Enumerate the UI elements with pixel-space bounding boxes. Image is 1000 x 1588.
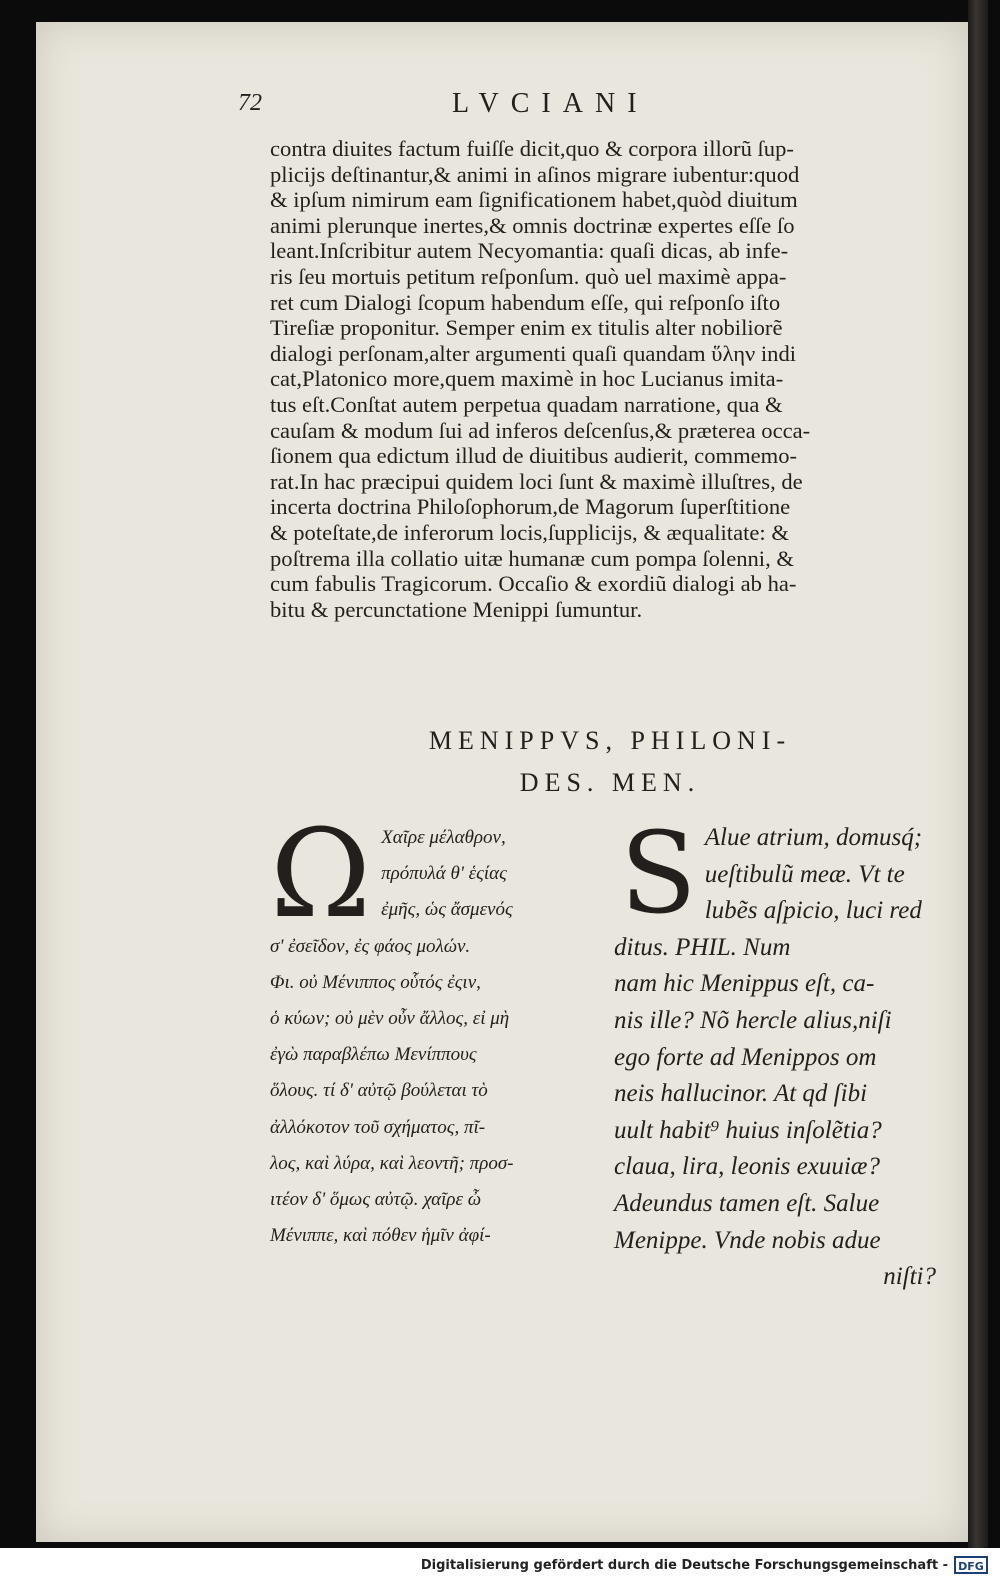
greek-line: ὁ κύων; οὐ μὲν οὖν ἄλλος, εἰ μὴ xyxy=(270,1008,510,1030)
greek-dropcap: Ω xyxy=(270,803,372,945)
text-line: ſionem qua edictum illud de diuitibus audierit, commemo- xyxy=(270,443,798,469)
latin-line: lubẽs aſpicio, luci red xyxy=(704,897,922,925)
latin-line: Menippe. Vnde nobis adue xyxy=(614,1226,881,1254)
greek-line: σ' ἐσεῖδον, ἐς φάος μολών. xyxy=(270,935,471,957)
text-line: Tireſiæ proponitur. Semper enim ex titulis alter nobiliorẽ xyxy=(270,315,783,341)
greek-line: Φι. οὐ Μένιππος οὗτός ἐςιν, xyxy=(270,971,481,993)
text-line: tus eſt.Conſtat autem perpetua quadam narratione, qua & xyxy=(270,391,783,417)
latin-line: ego forte ad Menippos om xyxy=(614,1043,877,1071)
running-head: LVCIANI xyxy=(452,88,649,119)
folio-number: 72 xyxy=(238,90,262,116)
greek-line: λος, καὶ λύρα, καὶ λεοντῆ; πρoσ- xyxy=(270,1152,514,1174)
greek-line: ἐγὼ παραβλέπω Μενίππους xyxy=(270,1044,477,1066)
latin-line: ditus. PHIL. Num xyxy=(614,933,791,961)
greek-line: ἀλλόκοτον τοῦ σχήματος, πῖ- xyxy=(270,1116,486,1138)
greek-line: Χαῖρε μέλαθρον, xyxy=(381,827,506,848)
greek-line: ὅλους. τί δ' αὐτῷ βούλεται τὸ xyxy=(270,1080,488,1102)
greek-line: ιτέον δ' ὅμως αὐτῷ. χαῖρε ὦ xyxy=(270,1189,482,1211)
text-line: animi plerunque inertes,& omnis doctrinæ expertes eſſe ſo xyxy=(270,212,795,238)
text-line: cum fabulis Tragicorum. Occaſio & exordiũ dialogi ab ha- xyxy=(270,571,797,597)
latin-line: ueſtibulũ meæ. Vt te xyxy=(704,860,905,888)
text-line: & ipſum nimirum eam ſignificationem habet,quòd diuitum xyxy=(270,187,798,213)
text-line: & poteſtate,de inferorum locis,ſupplicijs, & æqualitate: & xyxy=(270,519,789,545)
latin-line: claua, lira, leonis exuuiæ? xyxy=(614,1153,880,1181)
dialogue-heading-line1: MENIPPVS, PHILONI- xyxy=(428,726,792,755)
text-line: plicijs deſtinantur,& animi in aſinos migrare iubentur:quod xyxy=(270,161,800,187)
latin-line: nis ille? Nõ hercle alius,niſi xyxy=(614,1006,892,1034)
greek-column xyxy=(270,803,600,1254)
greek-line: ἐμῆς, ὡς ἄσμενός xyxy=(381,899,513,921)
catchword: niſti? xyxy=(883,1263,936,1291)
book-spine-edge xyxy=(968,0,988,1548)
text-line: bitu & percunctatione Menippi ſumuntur. xyxy=(270,596,643,622)
latin-line: Adeundus tamen eſt. Salue xyxy=(614,1189,880,1217)
text-line: incerta doctrina Philoſophorum,de Magorum ſuperſtitione xyxy=(270,494,791,520)
latin-line: neis hallucinor. At qd ſibi xyxy=(614,1080,868,1108)
argument-text xyxy=(270,136,930,622)
text-line: contra diuites factum fuiſſe dicit,quo & corpora illorũ ſup- xyxy=(270,136,794,161)
text-line: rat.In hac præcipui quidem loci ſunt & maximè illuſtres, de xyxy=(270,468,803,494)
greek-line: πρόπυλά θ' ἑςίας xyxy=(381,863,507,885)
latin-line: uult habit⁹ huius inſolẽtia? xyxy=(614,1116,882,1144)
dialogue-heading xyxy=(350,720,870,804)
text-line: cat,Platonico more,quem maximè in hoc Lucianus imita- xyxy=(270,366,784,392)
text-line: leant.Inſcribitur autem Necyomantia: quaſi dicas, ab infe- xyxy=(270,238,789,264)
footer-bar xyxy=(0,1548,1000,1588)
funding-credit: Digitalisierung gefördert durch die Deutsche Forschungsgemeinschaft - xyxy=(420,1558,948,1573)
latin-dropcap: S xyxy=(620,809,697,939)
text-line: ris ſeu mortuis petitum reſponſum. quò uel maximè appa- xyxy=(270,263,787,289)
greek-line: Μένιππε, καὶ πόθεν ἡμῖν ἀφί- xyxy=(270,1225,491,1247)
text-line: poſtrema illa collatio uitæ humanæ cum pompa ſolenni, & xyxy=(270,545,794,571)
latin-line: nam hic Menippus eſt, ca- xyxy=(614,970,875,998)
text-line: ret cum Dialogi ſcopum habendum eſſe, qui reſponſo iſto xyxy=(270,289,781,315)
text-line: cauſam & modum ſui ad inferos deſcenſus,& præterea occa- xyxy=(270,417,811,443)
latin-column xyxy=(614,809,944,1296)
dialogue-heading-line2: DES. MEN. xyxy=(519,768,701,797)
text-line: dialogi perſonam,alter argumenti quaſi quandam ὕλην indi xyxy=(270,340,797,366)
dfg-logo-icon: DFG xyxy=(954,1556,988,1574)
page-header xyxy=(232,82,752,132)
latin-line: Alue atrium, domusq́; xyxy=(704,824,923,851)
